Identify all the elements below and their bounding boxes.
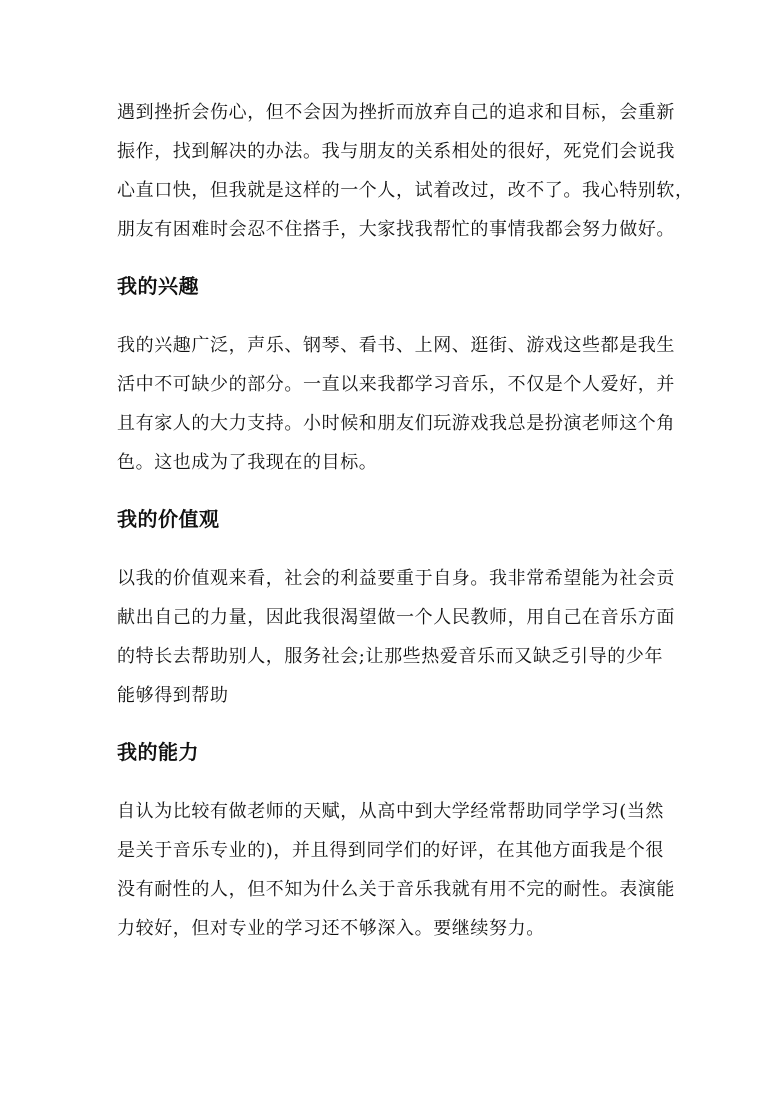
section-heading-values: 我的价值观 bbox=[117, 507, 220, 531]
text-line: 的特长去帮助别人，服务社会;让那些热爱音乐而又缺乏引导的少年 bbox=[117, 646, 664, 667]
text-line: 我的兴趣广泛，声乐、钢琴、看书、上网、逛街、游戏这些都是我生 bbox=[117, 335, 675, 356]
text-line: 朋友有困难时会忍不住搭手，大家找我帮忙的事情我都会努力做好。 bbox=[117, 219, 675, 240]
text-line: 没有耐性的人，但不知为什么关于音乐我就有用不完的耐性。表演能 bbox=[117, 879, 675, 900]
text-line: 色。这也成为了我现在的目标。 bbox=[117, 452, 378, 473]
text-line: 振作，找到解决的办法。我与朋友的关系相处的很好，死党们会说我 bbox=[117, 141, 675, 162]
abilities-paragraph bbox=[117, 792, 675, 948]
text-line: 以我的价值观来看，社会的利益要重于自身。我非常希望能为社会贡 bbox=[117, 568, 675, 589]
text-line: 是关于音乐专业的)，并且得到同学们的好评，在其他方面我是个很 bbox=[117, 840, 665, 861]
text-line: 自认为比较有做老师的天赋，从高中到大学经常帮助同学学习(当然 bbox=[117, 801, 665, 822]
intro-paragraph bbox=[117, 93, 694, 249]
text-line: 且有家人的大力支持。小时候和朋友们玩游戏我总是扮演老师这个角 bbox=[117, 413, 675, 434]
text-line: 心直口快，但我就是这样的一个人，试着改过，改不了。我心特别软， bbox=[117, 180, 694, 201]
text-line: 能够得到帮助 bbox=[117, 685, 229, 706]
section-heading-abilities: 我的能力 bbox=[117, 740, 199, 764]
text-line: 活中不可缺少的部分。一直以来我都学习音乐，不仅是个人爱好，并 bbox=[117, 374, 675, 395]
section-heading-interests: 我的兴趣 bbox=[117, 274, 199, 298]
interests-paragraph bbox=[117, 326, 675, 482]
document-page bbox=[117, 93, 694, 948]
text-line: 力较好，但对专业的学习还不够深入。要继续努力。 bbox=[117, 918, 545, 939]
text-line: 献出自己的力量，因此我很渴望做一个人民教师，用自己在音乐方面 bbox=[117, 607, 675, 628]
text-line: 遇到挫折会伤心，但不会因为挫折而放弃自己的追求和目标，会重新 bbox=[117, 102, 675, 123]
values-paragraph bbox=[117, 559, 675, 715]
